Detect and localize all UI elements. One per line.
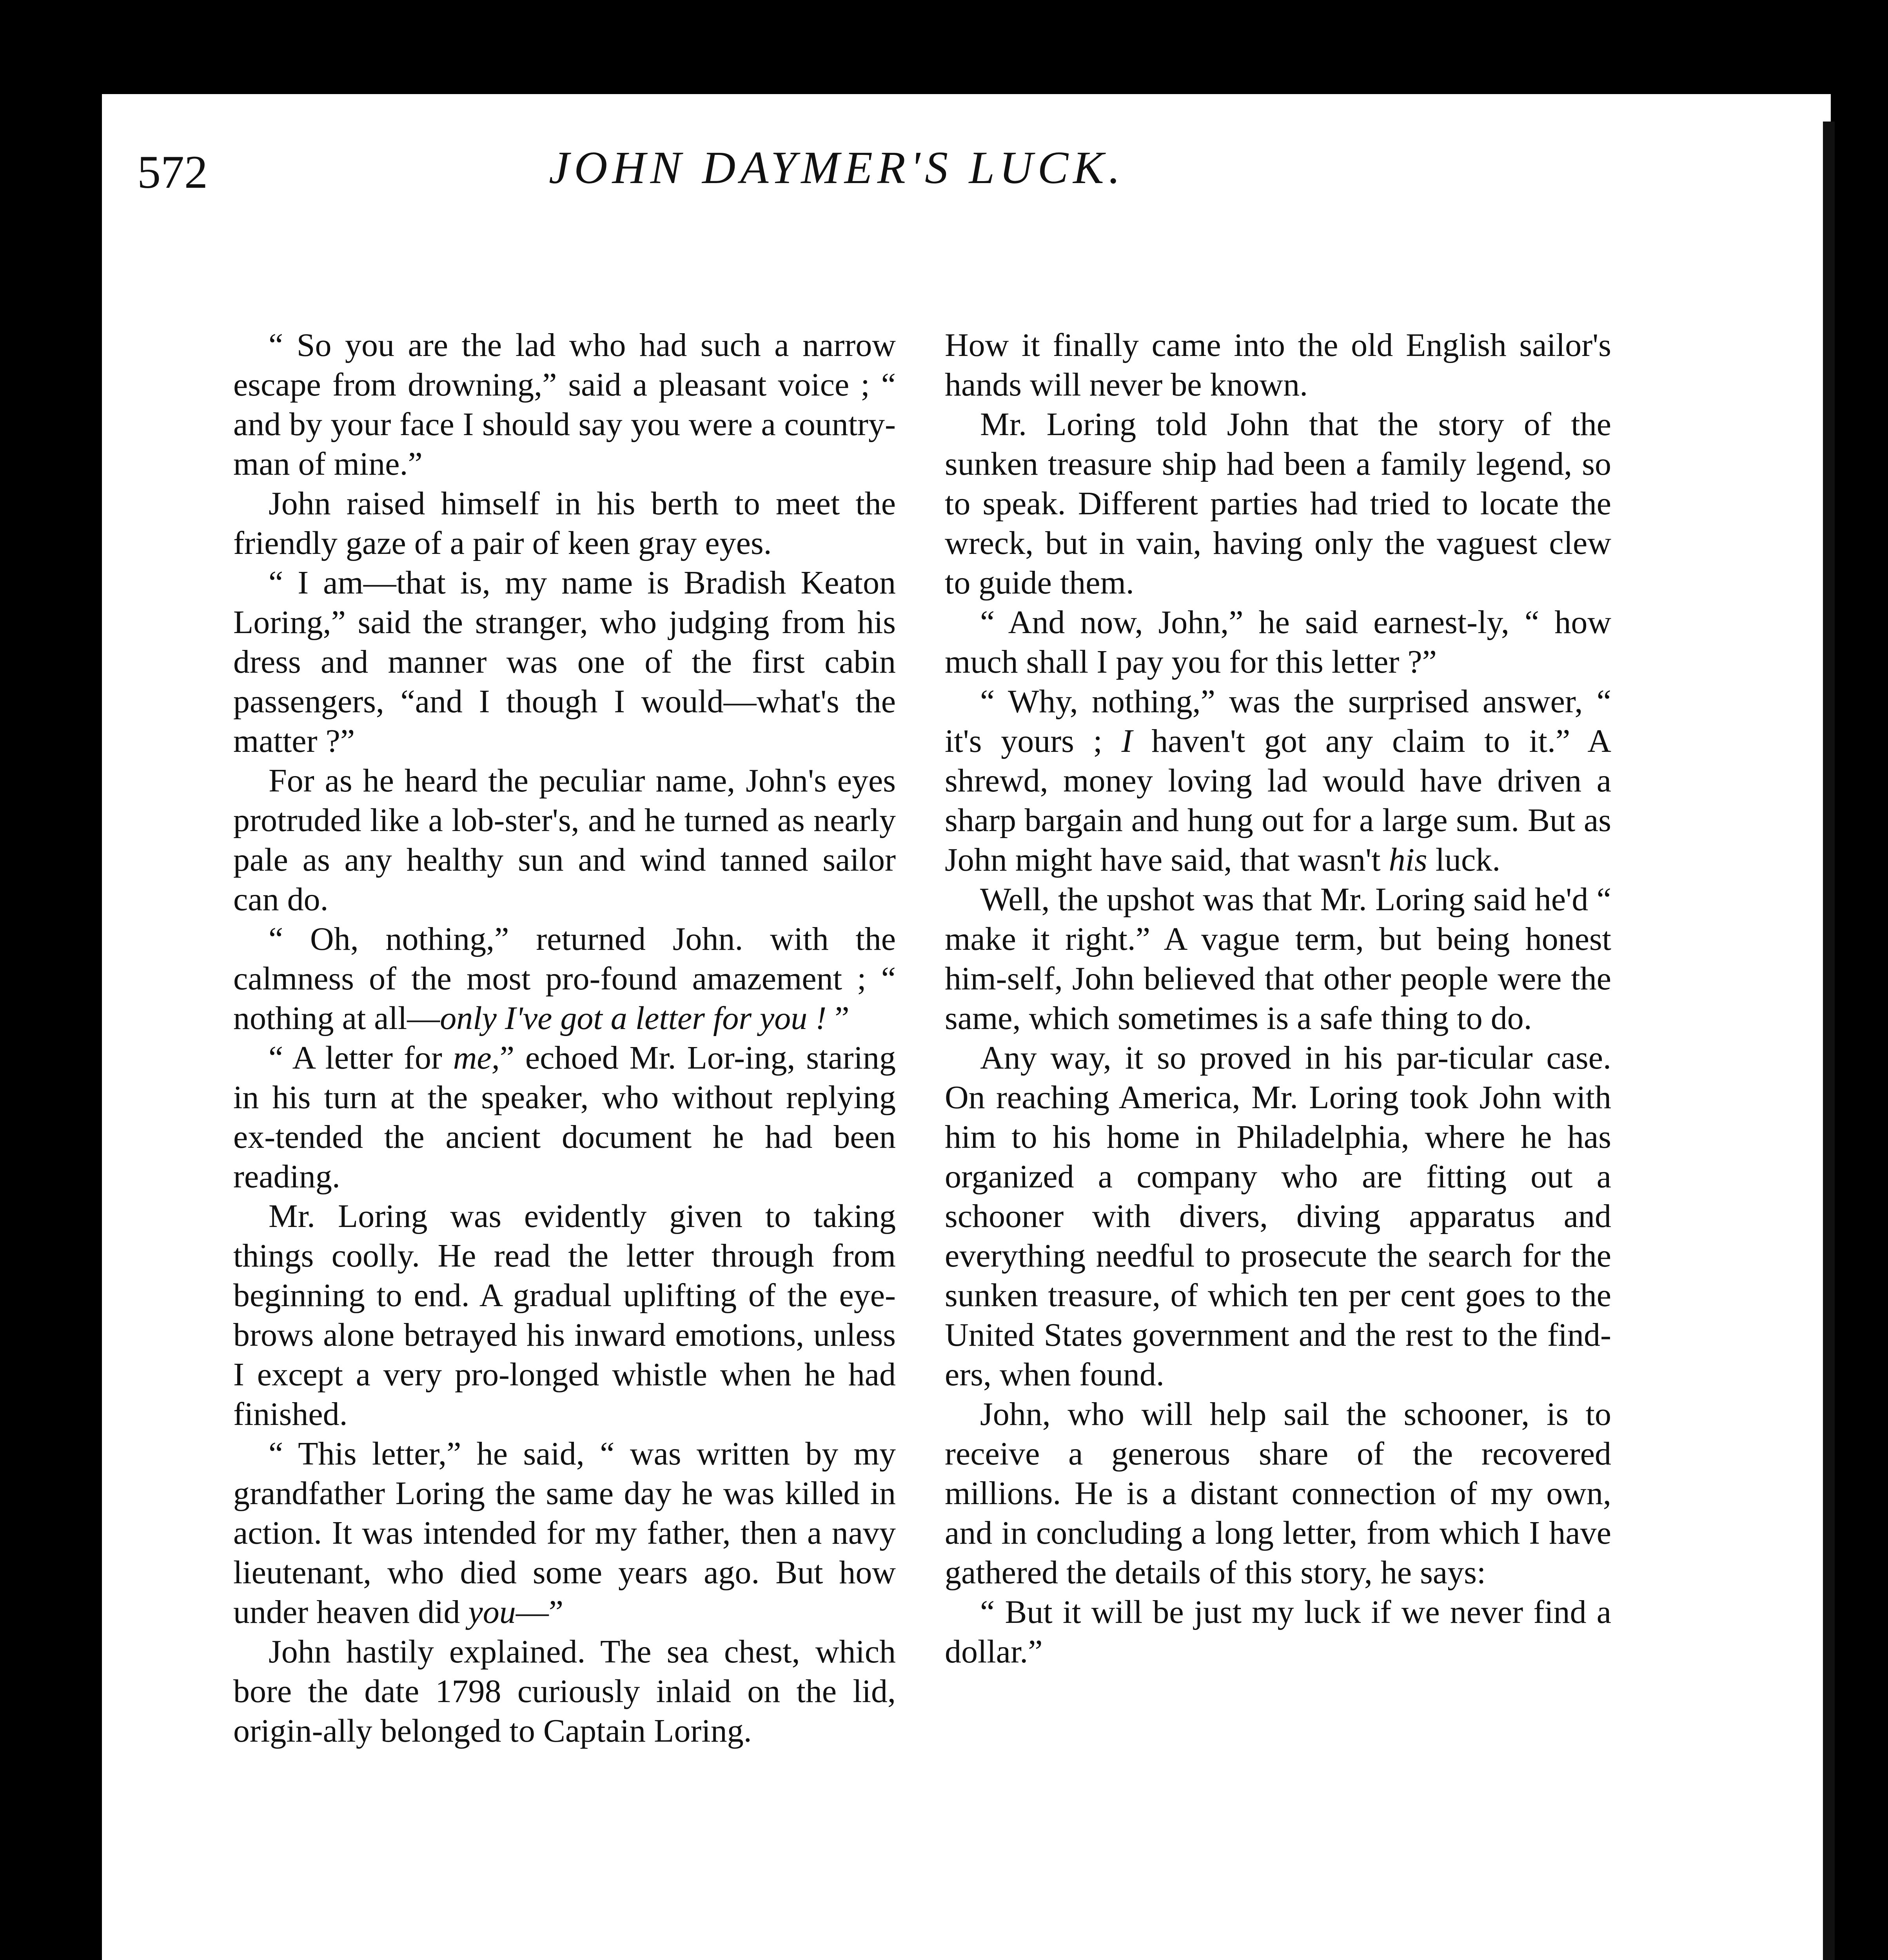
italic-run: I <box>1121 723 1133 759</box>
paragraph: “ I am—that is, my name is Bradish Keaton Loring,” said the stranger, who judging from his dress and manner was one of the first cabin passengers, “and I though I would—what's the matter ?” <box>233 564 896 759</box>
paragraph: Any way, it so proved in his par-ticular case. On reaching America, Mr. Loring took John with him to his home in Philadelphia, where he has organized a company who are fitting out a schooner with divers, diving apparatus and everything needful to prosecute the search for the sunken treasure, of which ten per cent goes to the United States government and the rest to the find-ers, when found. <box>945 1040 1611 1393</box>
paragraph: Mr. Loring told John that the story of the sunken treasure ship had been a family legend, so to speak. Different parties had tried to locate the wreck, but in vain, having only the vaguest clew to guide them. <box>945 406 1611 601</box>
paragraph: “ But it will be just my luck if we never find a dollar.” <box>945 1594 1611 1670</box>
right-column <box>945 325 1611 1671</box>
paragraph <box>233 1434 896 1632</box>
text-run: —” <box>516 1594 564 1630</box>
italic-run: only I've got a letter for you ! <box>440 1000 827 1036</box>
text-run: haven't got any claim to it.” A shrewd, money loving lad would have driven a sharp bargain and hung out for a large sum. But as John might have said, that wasn't <box>945 723 1611 878</box>
text-run: “ This letter,” he said, “ was written by my grandfather Loring the same day he was killed in action. It was intended for my father, then a navy lieutenant, who died some years ago. But how under heaven did <box>233 1436 896 1630</box>
text-run: “ Oh, nothing,” returned John. with the calmness of the most pro-found amazement ; “ nothing at all— <box>233 921 896 1036</box>
paragraph <box>233 919 896 1038</box>
text-run: “ Why, nothing,” was the surprised answer, “ it's yours ; <box>945 683 1611 759</box>
paragraph: How it finally came into the old English sailor's hands will never be known. <box>945 327 1611 403</box>
text-run: ” <box>826 1000 850 1036</box>
left-column <box>233 325 896 1751</box>
text-run: luck. <box>1427 842 1501 878</box>
page-number: 572 <box>137 146 208 198</box>
text-run: “ A letter for <box>269 1040 453 1076</box>
paragraph: “ So you are the lad who had such a narrow escape from drowning,” said a pleasant voice ; “ and by your face I should say you were a country-man of mine.” <box>233 327 896 482</box>
paragraph: Mr. Loring was evidently given to taking things coolly. He read the letter through from beginning to end. A gradual uplifting of the eye-brows alone betrayed his inward emotions, unless I except a very pro-longed whistle when he had finished. <box>233 1198 896 1432</box>
italic-run: me, <box>453 1040 500 1076</box>
paragraph: For as he heard the peculiar name, John's eyes protruded like a lob-ster's, and he turned as nearly pale as any healthy sun and wind tanned sailor can do. <box>233 762 896 918</box>
paragraph: Well, the upshot was that Mr. Loring said he'd “ make it right.” A vague term, but being honest him-self, John believed that other people were the same, which sometimes is a safe thing to do. <box>945 881 1611 1036</box>
paragraph: John hastily explained. The sea chest, which bore the date 1798 curiously inlaid on the lid, origin-ally belonged to Captain Loring. <box>233 1633 896 1749</box>
text-run: ” echoed Mr. Lor-ing, staring in his turn at the speaker, who without replying ex-tended the ancient document he had been reading. <box>233 1040 896 1195</box>
running-title: JOHN DAYMER'S LUCK. <box>549 142 1125 193</box>
page-edge-shadow <box>1823 122 1835 1960</box>
paragraph: “ And now, John,” he said earnest-ly, “ how much shall I pay you for this letter ?” <box>945 604 1611 680</box>
paragraph <box>945 682 1611 880</box>
italic-run: his <box>1389 842 1427 878</box>
paragraph: John raised himself in his berth to meet the friendly gaze of a pair of keen gray eyes. <box>233 485 896 561</box>
italic-run: you <box>468 1594 516 1630</box>
paragraph: John, who will help sail the schooner, is to receive a generous share of the recovered millions. He is a distant connection of my own, and in concluding a long letter, from which I have gathered the details of this story, he says: <box>945 1396 1611 1591</box>
paragraph <box>233 1038 896 1196</box>
